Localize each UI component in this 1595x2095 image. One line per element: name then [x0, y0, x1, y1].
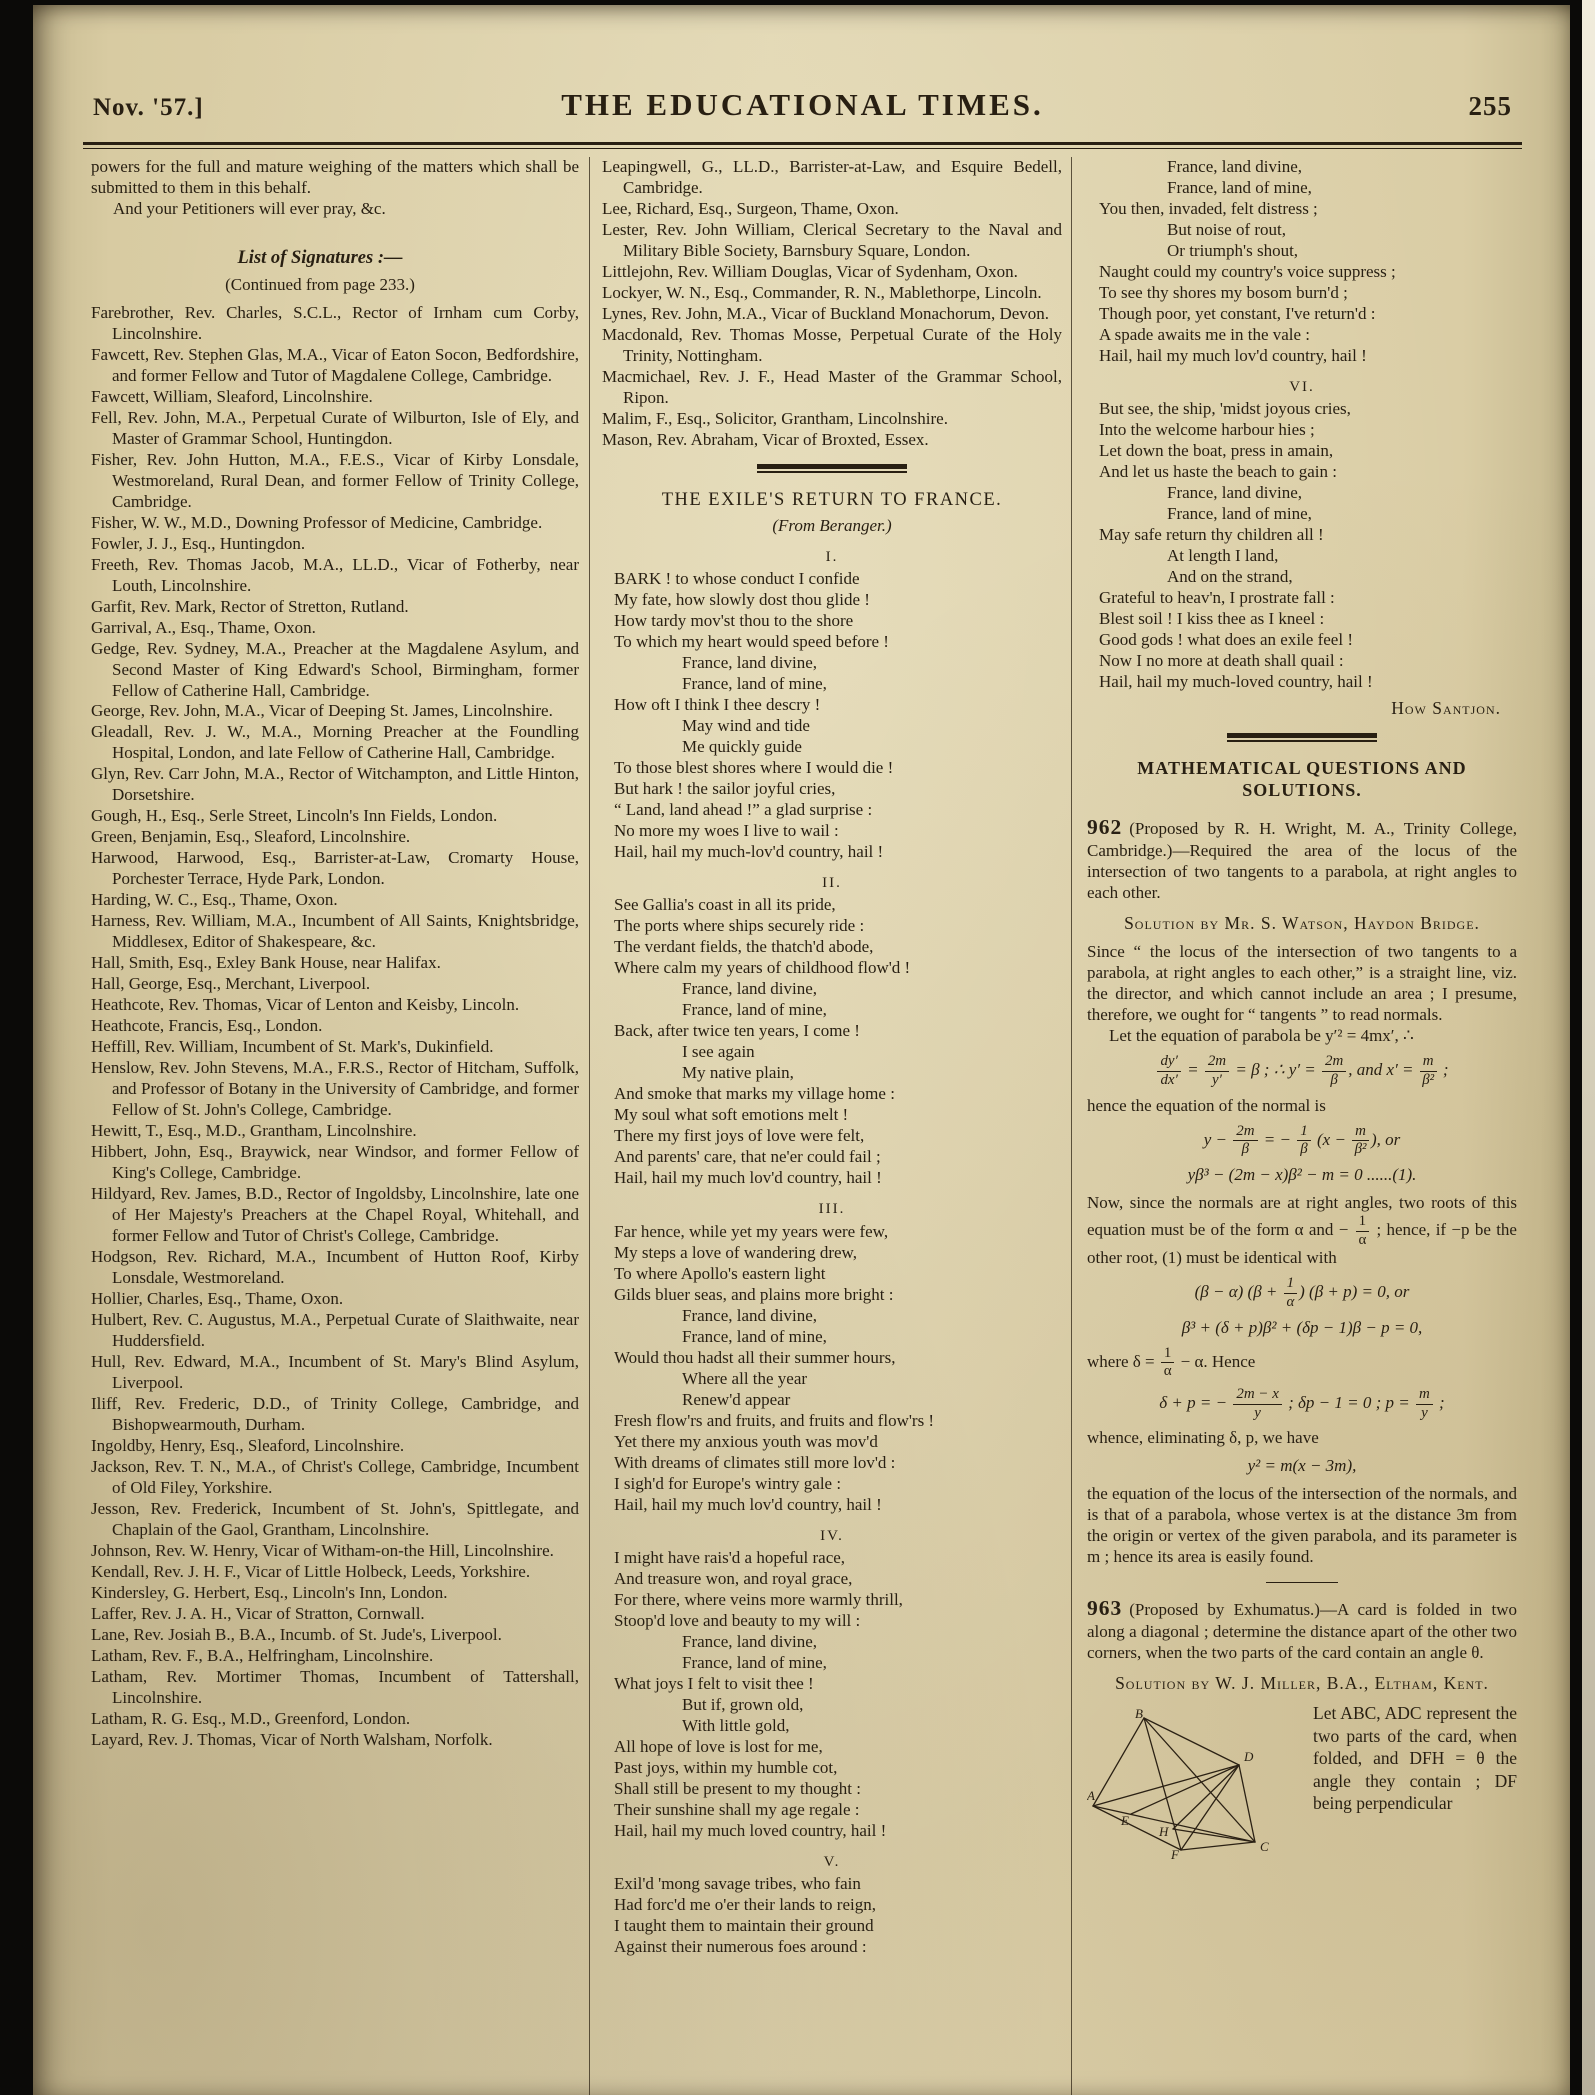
- poem-line: How tardy mov'st thou to the shore: [614, 611, 854, 631]
- poem-line: Fresh flow'rs and fruits, and fruits and flow'rs !: [614, 1410, 935, 1430]
- signature-list-left: [91, 303, 579, 1751]
- poem-stanza-6: [1087, 378, 1517, 693]
- signature-entry: Heathcote, Francis, Esq., London.: [91, 1016, 323, 1036]
- page-header: [93, 87, 1512, 123]
- poem-line: Hail, hail my much lov'd country, hail !: [614, 1494, 882, 1514]
- poem-line: BARK ! to whose conduct I confide: [614, 569, 860, 589]
- poem-line: I sigh'd for Europe's wintry gale :: [614, 1473, 842, 1493]
- poem-line: With dreams of climates still more lov'd :: [614, 1452, 896, 1472]
- signature-entry: Gough, H., Esq., Serle Street, Lincoln's Inn Fields, London.: [91, 806, 498, 826]
- poem-line: You then, invaded, felt distress ;: [1099, 198, 1318, 218]
- petition-closing: And your Petitioners will ever pray, &c.: [113, 198, 386, 218]
- poem-line: The ports where ships securely ride :: [614, 916, 865, 936]
- equation: $\frac{dy'}{dx'}$ = $\frac{2m}{y'}$ = β ; ∴ y′ = $\frac{2m}{\beta}$ , and x′ = $\frac{m}{\text{β²}}$ ;: [1087, 1054, 1517, 1088]
- solution-heading-962: Solution by Mr. S. Watson, Haydon Bridge.: [1124, 912, 1480, 933]
- figure-label-D: D: [1244, 1749, 1254, 1765]
- poem-line: To where Apollo's eastern light: [614, 1263, 826, 1283]
- poem-line: Exil'd 'mong savage tribes, who fain: [614, 1874, 861, 1894]
- poem-line: Blest soil ! I kiss thee as I kneel :: [1099, 609, 1325, 629]
- fraction: $\frac{m}{\text{β²}}$: [1352, 1124, 1369, 1158]
- figure-label-E: E: [1121, 1813, 1129, 1829]
- poem-line: My soul what soft emotions melt !: [614, 1105, 849, 1125]
- signature-entry: Littlejohn, Rev. William Douglas, Vicar of Sydenham, Oxon.: [602, 261, 1018, 281]
- fraction: $\frac{2m - x}{y}$: [1233, 1387, 1281, 1421]
- stanza-lines: [602, 1548, 1062, 1842]
- poem-line: Hail, hail my much-lov'd country, hail !: [614, 841, 884, 861]
- poem-line: A spade awaits me in the vale :: [1099, 324, 1311, 344]
- signature-entry: Macdonald, Rev. Thomas Mosse, Perpetual Curate of the Holy Trinity, Nottingham.: [602, 324, 1062, 365]
- question-statement: (Proposed by Exhumatus.)—A card is folded in two along a diagonal ; determine the distance apart of the other two corners, when the two parts of the card contain an angle θ.: [1087, 1600, 1517, 1662]
- figure-label-A: A: [1087, 1788, 1095, 1804]
- poem-line: But hark ! the sailor joyful cries,: [614, 778, 836, 798]
- poem-line: But if, grown old,: [614, 1694, 804, 1714]
- fraction: $\frac{dy'}{dx'}$: [1157, 1054, 1180, 1088]
- signature-list-middle: [602, 157, 1062, 451]
- math-section-heading: MATHEMATICAL QUESTIONS AND SOLUTIONS.: [1137, 757, 1467, 800]
- question-962: [1087, 814, 1517, 904]
- signature-entry: Lee, Richard, Esq., Surgeon, Thame, Oxon.: [602, 198, 899, 218]
- poem-line: My steps a love of wandering drew,: [614, 1242, 857, 1262]
- poem-line: Hail, hail my much lov'd country, hail !: [1099, 345, 1367, 365]
- signature-entry: Jesson, Rev. Frederick, Incumbent of St. John's, Spittlegate, and Chaplain of the Gaol, Grantham, Lincolnshire.: [91, 1498, 579, 1539]
- stanza-number: I.: [825, 548, 839, 565]
- poem-line: May wind and tide: [614, 716, 810, 736]
- poem-line: Hail, hail my much loved country, hail !: [614, 1820, 887, 1840]
- poem-line: And parents' care, that ne'er could fail ;: [614, 1147, 881, 1167]
- equation: β³ + (δ + p)β² + (δp − 1)β − p = 0,: [1181, 1317, 1423, 1337]
- poem-line: Back, after twice ten years, I come !: [614, 1021, 860, 1041]
- poem-line: All hope of love is lost for me,: [614, 1736, 823, 1756]
- solution-963: [1087, 1702, 1517, 1861]
- poem-line: France, land of mine,: [1099, 504, 1312, 524]
- stanza-lines: [602, 895, 1062, 1189]
- poem-line: Grateful to heav'n, I prostrate fall :: [1099, 588, 1335, 608]
- masthead-title: THE EDUCATIONAL TIMES.: [561, 87, 1044, 122]
- signature-entry: Latham, Rev. F., B.A., Helfringham, Lincolnshire.: [91, 1645, 434, 1665]
- solution-paragraph: where δ = $\frac{1}{\alpha}$ − α. Hence: [1087, 1344, 1256, 1380]
- poem-author-signature: How Santjon.: [1391, 698, 1501, 719]
- newspaper-page: [33, 5, 1570, 2095]
- poem-line: Stoop'd love and beauty to my will :: [614, 1610, 861, 1630]
- poem-line: See Gallia's coast in all its pride,: [614, 895, 836, 915]
- poem-line: With little gold,: [614, 1715, 790, 1735]
- question-divider: [1266, 1582, 1338, 1583]
- signature-entry: Hollier, Charles, Esq., Thame, Oxon.: [91, 1289, 344, 1309]
- poem-line: And treasure won, and royal grace,: [614, 1569, 853, 1588]
- column-right: [1085, 157, 1517, 2095]
- poem-stanza-2: [602, 874, 1062, 1189]
- signature-entry: Laffer, Rev. J. A. H., Vicar of Stratton, Cornwall.: [91, 1603, 425, 1623]
- poem-line: Had forc'd me o'er their lands to reign,: [614, 1895, 876, 1915]
- fraction: $\frac{1}{\beta}$: [1297, 1124, 1310, 1158]
- signature-entry: Leapingwell, G., LL.D., Barrister-at-Law, and Esquire Bedell, Cambridge.: [602, 157, 1062, 197]
- stanza-lines: [602, 569, 1062, 863]
- poem-line: Against their numerous foes around :: [614, 1937, 867, 1957]
- poem-line: My native plain,: [614, 1063, 794, 1083]
- poem-line: The verdant fields, the thatch'd abode,: [614, 937, 874, 957]
- solution-paragraph: Since “ the locus of the intersection of two tangents to a parabola, at right angles to each other,” is a straight line, viz. the director, and which cannot include an area ; I presume, therefore, we ought for “ tangents ” to read normals.: [1087, 942, 1517, 1025]
- stanza-lines: [602, 1874, 1062, 1958]
- poem-title: THE EXILE'S RETURN TO FRANCE.: [661, 489, 1003, 510]
- signature-entry: Johnson, Rev. W. Henry, Vicar of Witham-on-the Hill, Lincolnshire.: [91, 1540, 554, 1560]
- signatures-heading: List of Signatures :—: [237, 247, 403, 268]
- poem-line: France, land of mine,: [614, 674, 827, 694]
- signature-entry: Hildyard, Rev. James, B.D., Rector of Ingoldsby, Lincolnshire, late one of Her Majesty's Preachers at the Chapel Royal, Whitehall, and former Fellow and Tutor of Christ's College, Cambridge.: [91, 1184, 579, 1246]
- poem-stanza-4: [602, 1527, 1062, 1842]
- poem-line: Yet there my anxious youth was mov'd: [614, 1431, 878, 1451]
- poem-line: France, land divine,: [1099, 157, 1303, 176]
- signature-entry: Latham, Rev. Mortimer Thomas, Incumbent of Tattershall, Lincolnshire.: [91, 1666, 579, 1707]
- signature-entry: Garrival, A., Esq., Thame, Oxon.: [91, 617, 316, 637]
- poem-line: Shall still be present to my thought :: [614, 1778, 861, 1798]
- poem-line: Renew'd appear: [614, 1389, 791, 1409]
- signature-entry: Hull, Rev. Edward, M.A., Incumbent of St. Mary's Blind Asylum, Liverpool.: [91, 1352, 579, 1392]
- stanza-5-continuation: [1087, 157, 1517, 367]
- equation: y² = m(x − 3m),: [1247, 1456, 1357, 1476]
- poem-line: Gilds bluer seas, and plains more bright :: [614, 1284, 894, 1304]
- fraction: $\frac{1}{\alpha}$: [1356, 1214, 1369, 1248]
- poem-line: There my first joys of love were felt,: [614, 1126, 865, 1146]
- question-963: [1087, 1595, 1517, 1664]
- poem-line: May safe return thy children all !: [1099, 525, 1324, 545]
- stanza-lines: [1087, 399, 1517, 693]
- signature-entry: Lockyer, W. N., Esq., Commander, R. N., Mablethorpe, Lincoln.: [602, 282, 1042, 302]
- fraction: $\frac{2m}{\beta}$: [1233, 1124, 1257, 1158]
- poem-line: And on the strand,: [1099, 567, 1293, 587]
- poem-line: France, land of mine,: [1099, 177, 1312, 197]
- poem-line: Far hence, while yet my years were few,: [614, 1221, 889, 1241]
- signature-entry: Iliff, Rev. Frederic, D.D., of Trinity College, Cambridge, and Bishopwearmouth, Durham.: [91, 1393, 579, 1434]
- poem-line: “ Land, land ahead !” a glad surprise :: [614, 799, 873, 819]
- fraction: $\frac{2m}{\beta}$: [1322, 1054, 1346, 1088]
- poem-line: No more my woes I live to wail :: [614, 820, 839, 840]
- question-number: 963: [1087, 1596, 1123, 1621]
- section-divider: [1227, 733, 1377, 742]
- signature-entry: Fisher, W. W., M.D., Downing Professor of Medicine, Cambridge.: [91, 512, 543, 532]
- petition-paragraph: powers for the full and mature weighing of the matters which shall be submitted to them in this behalf.: [91, 157, 579, 197]
- poem-line: I see again: [614, 1042, 755, 1062]
- column-middle: [602, 157, 1062, 2095]
- poem-line: What joys I felt to visit thee !: [614, 1673, 814, 1693]
- poem-line: I might have rais'd a hopeful race,: [614, 1548, 846, 1568]
- solution-paragraph: whence, eliminating δ, p, we have: [1087, 1428, 1319, 1448]
- poem-line: For there, where veins more warmly thrill,: [614, 1589, 903, 1609]
- signature-entry: Fisher, Rev. John Hutton, M.A., F.E.S., Vicar of Kirby Lonsdale, Westmoreland, Rural Dean, and former Fellow of Trinity College, Cambridge.: [91, 449, 579, 511]
- signature-entry: Malim, F., Esq., Solicitor, Grantham, Lincolnshire.: [602, 408, 948, 428]
- poem-line: Past joys, within my humble cot,: [614, 1757, 838, 1777]
- poem-line: Good gods ! what does an exile feel !: [1099, 630, 1353, 650]
- poem-line: Hail, hail my much-loved country, hail !: [1099, 672, 1373, 692]
- header-rule: [83, 142, 1522, 149]
- solution-paragraph: the equation of the locus of the intersection of the normals, and is that of a parabola, whose vertex is at the distance 3m from the origin or vertex of the given parabola, and its parameter is m ; hence its area is easily found.: [1087, 1484, 1517, 1567]
- poem-stanza-5: [602, 1853, 1062, 1958]
- signature-entry: Hulbert, Rev. C. Augustus, M.A., Perpetual Curate of Slaithwaite, near Huddersfield.: [91, 1310, 579, 1351]
- signature-entry: Macmichael, Rev. J. F., Head Master of the Grammar School, Ripon.: [602, 366, 1062, 407]
- poem-source: (From Beranger.): [772, 515, 892, 535]
- signature-entry: Harwood, Harwood, Esq., Barrister-at-Law, Cromarty House, Porchester Terrace, Hyde Park, London.: [91, 848, 579, 889]
- page-number: 255: [1468, 91, 1512, 121]
- solution-heading-963: Solution by W. J. Miller, B.A., Eltham, Kent.: [1115, 1672, 1489, 1693]
- poem-line: Into the welcome harbour hies ;: [1099, 420, 1315, 440]
- equation: δ + p = − $\frac{2m - x}{y}$ ; δp − 1 = 0 ; p = $\frac{m}{y}$ ;: [1159, 1386, 1445, 1421]
- fraction: $\frac{2m}{y'}$: [1205, 1054, 1229, 1088]
- stanza-number: III.: [818, 1201, 846, 1218]
- fraction: $\frac{1}{\alpha}$: [1161, 1346, 1174, 1380]
- signature-entry: Heathcote, Rev. Thomas, Vicar of Lenton and Keisby, Lincoln.: [91, 995, 520, 1015]
- poem-line: To see thy shores my bosom burn'd ;: [1099, 282, 1348, 302]
- signature-entry: Hall, George, Esq., Merchant, Liverpool.: [91, 974, 371, 994]
- stanza-number: II.: [822, 874, 842, 891]
- figure-label-C: C: [1260, 1839, 1269, 1855]
- poem-line: France, land of mine,: [614, 1652, 827, 1672]
- figure-label-H: H: [1159, 1824, 1169, 1840]
- poem-line: Or triumph's shout,: [1099, 240, 1299, 260]
- continued-note: (Continued from page 233.): [225, 274, 415, 294]
- signature-entry: Gleadall, Rev. J. W., M.A., Morning Preacher at the Foundling Hospital, London, and late Fellow of Catherine Hall, Cambridge.: [91, 722, 579, 763]
- solution-text-963: Let ABC, ADC represent the two parts of the card, when folded, and DFH = θ the angle they contain ; DF being perpendicular: [1313, 1703, 1517, 1813]
- signature-entry: Fawcett, Rev. Stephen Glas, M.A., Vicar of Eaton Socon, Bedfordshire, and former Fellow and Tutor of Magdalene College, Cambridge.: [91, 344, 579, 385]
- signature-entry: Lester, Rev. John William, Clerical Secretary to the Naval and Military Bible Society, Barnsbury Square, London.: [602, 219, 1062, 260]
- figure-label-F: F: [1171, 1847, 1179, 1861]
- fraction: $\frac{m}{\text{β²}}$: [1420, 1054, 1437, 1088]
- solution-paragraph: Let the equation of parabola be y′² = 4mx′, ∴: [1109, 1026, 1414, 1046]
- poem-line: Where calm my years of childhood flow'd !: [614, 958, 911, 978]
- signature-entry: Freeth, Rev. Thomas Jacob, M.A., LL.D., Vicar of Fotherby, near Louth, Lincolnshire.: [91, 554, 579, 595]
- signature-entry: Glyn, Rev. Carr John, M.A., Rector of Witchampton, and Little Hinton, Dorsetshire.: [91, 764, 579, 805]
- column-rule-1: [589, 157, 590, 2095]
- folded-card-figure: [1087, 1708, 1301, 1860]
- poem-line: France, land divine,: [614, 1305, 818, 1325]
- poem-line: France, land of mine,: [614, 1326, 827, 1346]
- poem-line: I taught them to maintain their ground: [614, 1916, 874, 1936]
- fraction: $\frac{1}{\alpha}$: [1284, 1276, 1297, 1310]
- signature-entry: Hodgson, Rev. Richard, M.A., Incumbent of Hutton Roof, Kirby Lonsdale, Westmoreland.: [91, 1247, 579, 1288]
- signature-entry: Green, Benjamin, Esq., Sleaford, Lincolnshire.: [91, 827, 411, 847]
- signature-entry: Kendall, Rev. J. H. F., Vicar of Little Holbeck, Leeds, Yorkshire.: [91, 1561, 531, 1581]
- poem-line: And let us haste the beach to gain :: [1099, 462, 1337, 482]
- poem-line: France, land divine,: [614, 1631, 818, 1651]
- signature-entry: Ingoldby, Henry, Esq., Sleaford, Lincolnshire.: [91, 1435, 405, 1455]
- poem-line: Hail, hail my much lov'd country, hail !: [614, 1168, 882, 1188]
- poem-line: Let down the boat, press in amain,: [1099, 441, 1334, 461]
- signature-entry: Lynes, Rev. John, M.A., Vicar of Buckland Monachorum, Devon.: [602, 303, 1050, 323]
- equation: y − $\frac{2m}{\beta}$ = − $\frac{1}{\beta}$ (x − $\frac{m}{\text{β²}}$ ), or: [1203, 1122, 1401, 1158]
- signature-entry: Fell, Rev. John, M.A., Perpetual Curate of Wilburton, Isle of Ely, and Master of Grammar School, Huntingdon.: [91, 407, 579, 448]
- signature-entry: Henslow, Rev. John Stevens, M.A., F.R.S., Rector of Hitcham, Suffolk, and Professor of Botany in the University of Cambridge, and former Fellow of St. John's College, Cambridge.: [91, 1058, 579, 1120]
- signature-entry: Hewitt, T., Esq., M.D., Grantham, Lincolnshire.: [91, 1121, 417, 1141]
- signature-entry: Garfit, Rev. Mark, Rector of Stretton, Rutland.: [91, 596, 409, 616]
- scan-page-edge: [1582, 0, 1595, 2095]
- poem-line: Where all the year: [614, 1368, 808, 1388]
- signature-entry: Kindersley, G. Herbert, Esq., Lincoln's Inn, London.: [91, 1582, 448, 1602]
- signature-entry: Hall, Smith, Esq., Exley Bank House, near Halifax.: [91, 953, 441, 973]
- issue-date: Nov. '57.]: [93, 94, 204, 121]
- poem-line: Naught could my country's voice suppress ;: [1099, 261, 1396, 281]
- poem-stanza-3: [602, 1200, 1062, 1515]
- poem-line: How oft I think I thee descry !: [614, 695, 821, 715]
- poem-line: Me quickly guide: [614, 737, 802, 756]
- equation: yβ³ − (2m − x)β² − m = 0 ......(1).: [1187, 1164, 1417, 1184]
- poem-line: To which my heart would speed before !: [614, 632, 889, 652]
- page-columns: [91, 157, 1517, 2095]
- signature-entry: Harness, Rev. William, M.A., Incumbent of All Saints, Knightsbridge, Middlesex, Editor of Shakespeare, &c.: [91, 911, 579, 952]
- signature-entry: Lane, Rev. Josiah B., B.A., Incumb. of St. Jude's, Liverpool.: [91, 1624, 502, 1644]
- solution-paragraph: hence the equation of the normal is: [1087, 1095, 1326, 1115]
- signature-entry: Heffill, Rev. William, Incumbent of St. Mark's, Dukinfield.: [91, 1037, 494, 1057]
- poem-line: Now I no more at death shall quail :: [1099, 651, 1344, 671]
- poem-line: To those blest shores where I would die !: [614, 757, 894, 777]
- poem-line: France, land divine,: [1099, 483, 1303, 503]
- fraction: $\frac{m}{y}$: [1416, 1387, 1433, 1421]
- question-number: 962: [1087, 815, 1123, 840]
- figure-label-B: B: [1135, 1708, 1143, 1722]
- stanza-lines: [602, 1222, 1062, 1516]
- column-rule-2: [1071, 157, 1072, 2095]
- signature-entry: Mason, Rev. Abraham, Vicar of Broxted, Essex.: [602, 429, 929, 449]
- poem-line: My fate, how slowly dost thou glide !: [614, 590, 870, 610]
- poem-line: But noise of rout,: [1099, 219, 1286, 239]
- poem-line: Would thou hadst all their summer hours,: [614, 1347, 896, 1367]
- signature-entry: Latham, R. G. Esq., M.D., Greenford, London.: [91, 1708, 411, 1728]
- poem-line: France, land divine,: [614, 653, 818, 673]
- poem-line: At length I land,: [1099, 546, 1279, 566]
- signature-entry: Fowler, J. J., Esq., Huntingdon.: [91, 533, 306, 553]
- poem-line: Though poor, yet constant, I've return'd :: [1099, 303, 1376, 323]
- signature-entry: George, Rev. John, M.A., Vicar of Deeping St. James, Lincolnshire.: [91, 701, 553, 721]
- poem-line: Their sunshine shall my age regale :: [614, 1799, 860, 1819]
- signature-entry: Fawcett, William, Sleaford, Lincolnshire.: [91, 386, 373, 406]
- stanza-number: V.: [823, 1853, 841, 1870]
- column-left: [91, 157, 583, 2095]
- poem-line: France, land of mine,: [614, 1000, 827, 1020]
- signature-entry: Hibbert, John, Esq., Braywick, near Windsor, and former Fellow of King's College, Cambridge.: [91, 1142, 579, 1183]
- equation: (β − α) (β + $\frac{1}{\alpha}$ ) (β + p) = 0, or: [1194, 1275, 1410, 1310]
- section-divider: [757, 464, 907, 473]
- solution-paragraph: Now, since the normals are at right angles, two roots of this equation must be of the form α and − $\frac{1}{\alpha}$ ; hence, if −p be the other root, (1) must be identical with: [1087, 1192, 1517, 1268]
- signature-entry: Jackson, Rev. T. N., M.A., of Christ's College, Cambridge, Incumbent of Old Filey, Yorkshire.: [91, 1456, 579, 1497]
- question-statement: (Proposed by R. H. Wright, M. A., Trinity College, Cambridge.)—Required the area of the locus of the intersection of two tangents to a parabola, at right angles to each other.: [1087, 819, 1517, 902]
- poem-line: But see, the ship, 'midst joyous cries,: [1099, 399, 1351, 419]
- signature-entry: Harding, W. C., Esq., Thame, Oxon.: [91, 890, 338, 910]
- signature-entry: Layard, Rev. J. Thomas, Vicar of North Walsham, Norfolk.: [91, 1729, 493, 1749]
- poem-line: And smoke that marks my village home :: [614, 1084, 895, 1104]
- stanza-number: IV.: [820, 1527, 844, 1544]
- stanza-number: VI.: [1289, 378, 1315, 395]
- poem-line: France, land divine,: [614, 979, 818, 999]
- signature-entry: Gedge, Rev. Sydney, M.A., Preacher at the Magdalene Asylum, and Second Master of King Edward's School, Birmingham, former Fellow of Catherine Hall, Cambridge.: [91, 638, 579, 700]
- poem-stanza-1: [602, 548, 1062, 863]
- signature-entry: Farebrother, Rev. Charles, S.C.L., Rector of Irnham cum Corby, Lincolnshire.: [91, 302, 579, 343]
